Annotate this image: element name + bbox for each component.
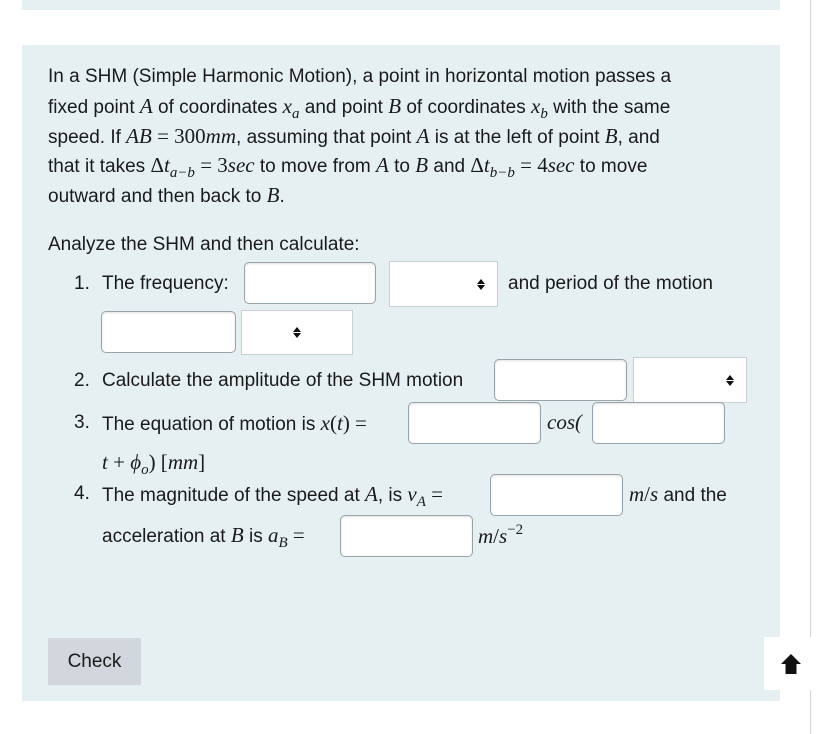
distance-value: 300 bbox=[174, 124, 206, 148]
unit-symbol: mm bbox=[205, 124, 237, 148]
subscript: b bbox=[540, 106, 548, 122]
problem-text: In a SHM (Simple Harmonic Motion), a point in horizontal motion passes a bbox=[48, 66, 672, 87]
check-button[interactable]: Check bbox=[48, 638, 141, 685]
previous-panel-edge bbox=[22, 0, 780, 10]
equals-sign: ) = bbox=[342, 411, 367, 435]
q4-number: 4. bbox=[74, 483, 90, 504]
subscript: o bbox=[141, 462, 149, 478]
equals-sign: = bbox=[287, 523, 305, 547]
paren: ) [ bbox=[148, 450, 168, 474]
select-arrows-icon bbox=[390, 262, 497, 306]
q1-tail: and period of the motion bbox=[508, 273, 713, 294]
equals-sign: = bbox=[425, 482, 443, 506]
unit-symbol: s bbox=[499, 524, 508, 548]
paren: ( bbox=[329, 411, 337, 435]
delta-symbol: Δ bbox=[150, 153, 164, 177]
point-b-symbol: B bbox=[604, 124, 618, 148]
q4-text: is bbox=[243, 526, 268, 547]
q4-text: acceleration at bbox=[102, 526, 231, 547]
problem-text: of coordinates bbox=[401, 97, 531, 118]
q2-label: Calculate the amplitude of the SHM motion bbox=[102, 370, 464, 391]
q3-text: The equation of motion is bbox=[102, 414, 321, 435]
coordinate-symbol: x bbox=[530, 94, 541, 118]
subscript: a−b bbox=[169, 165, 195, 181]
unit-symbol: sec bbox=[227, 153, 255, 177]
problem-text: that it takes bbox=[48, 156, 151, 177]
unit-symbol: m bbox=[629, 482, 645, 506]
q4-text: and the bbox=[658, 485, 727, 506]
cos-label: cos( bbox=[547, 410, 582, 434]
speed-input[interactable] bbox=[490, 474, 623, 516]
problem-text: , assuming that point bbox=[236, 127, 417, 148]
point-b-symbol: B bbox=[415, 153, 429, 177]
frequency-input[interactable] bbox=[244, 262, 376, 304]
time-symbol: t bbox=[102, 450, 108, 474]
subscript: b−b bbox=[489, 165, 515, 181]
select-arrows-icon bbox=[242, 311, 352, 354]
superscript: −2 bbox=[507, 522, 524, 538]
problem-text: speed. If bbox=[48, 127, 127, 148]
unit-symbol: mm bbox=[167, 450, 199, 474]
subscript: A bbox=[416, 494, 426, 510]
unit-symbol: m bbox=[478, 524, 494, 548]
q1-number: 1. bbox=[74, 273, 90, 294]
point-b-symbol: B bbox=[266, 183, 280, 207]
acceleration-input[interactable] bbox=[340, 515, 473, 557]
equation-omega-input[interactable] bbox=[592, 402, 725, 444]
subscript: a bbox=[291, 106, 300, 122]
position-symbol: x bbox=[320, 411, 330, 435]
unit-symbol: s bbox=[650, 482, 659, 506]
problem-text: , and bbox=[617, 127, 660, 148]
q3-number: 3. bbox=[74, 412, 90, 433]
period-unit-select[interactable] bbox=[241, 310, 353, 355]
speed-symbol: v bbox=[407, 482, 417, 506]
q1-label: The frequency: bbox=[102, 273, 229, 294]
amplitude-input[interactable] bbox=[494, 359, 627, 401]
page-divider bbox=[810, 0, 811, 734]
equals-sign: = bbox=[151, 124, 175, 148]
point-b-symbol: B bbox=[230, 523, 244, 547]
acceleration-unit bbox=[478, 522, 524, 550]
problem-text: is at the left of point bbox=[429, 127, 605, 148]
problem-text: to bbox=[388, 156, 416, 177]
q4-label bbox=[102, 483, 443, 508]
problem-text: and bbox=[428, 156, 471, 177]
scroll-to-top-button[interactable] bbox=[764, 637, 817, 690]
point-a-symbol: A bbox=[376, 153, 389, 177]
q4-line-2 bbox=[102, 524, 305, 549]
point-b-symbol: B bbox=[388, 94, 402, 118]
equals-sign: = bbox=[514, 153, 538, 177]
unit-symbol: sec bbox=[547, 153, 575, 177]
q2-number: 2. bbox=[74, 370, 90, 391]
problem-text: . bbox=[279, 186, 285, 207]
problem-line-2 bbox=[48, 95, 670, 120]
q4-text: , is bbox=[377, 485, 408, 506]
plus-sign: + bbox=[107, 450, 131, 474]
delta-symbol: Δ bbox=[470, 153, 484, 177]
frequency-unit-select[interactable] bbox=[389, 261, 498, 307]
problem-line-5 bbox=[48, 184, 285, 208]
subscript: B bbox=[278, 535, 288, 551]
problem-text: fixed point bbox=[48, 97, 140, 118]
time-symbol: t bbox=[163, 153, 170, 177]
analyze-heading: Analyze the SHM and then calculate: bbox=[48, 234, 360, 255]
problem-text: with the same bbox=[547, 97, 671, 118]
time-value: 3 bbox=[217, 153, 228, 177]
unit-slash: / bbox=[493, 524, 500, 548]
arrow-up-icon bbox=[778, 651, 804, 677]
equals-sign: = bbox=[194, 153, 218, 177]
problem-text: of coordinates bbox=[152, 97, 283, 118]
problem-line-1 bbox=[48, 66, 671, 88]
acceleration-symbol: a bbox=[267, 523, 279, 547]
point-a-symbol: A bbox=[139, 94, 153, 118]
bracket: ] bbox=[198, 450, 206, 474]
problem-text: and point bbox=[299, 97, 389, 118]
unit-slash: / bbox=[644, 482, 651, 506]
period-input[interactable] bbox=[101, 311, 236, 353]
q3-label bbox=[102, 412, 367, 436]
problem-text: to move bbox=[574, 156, 648, 177]
time-value: 4 bbox=[537, 153, 548, 177]
select-arrows-icon bbox=[634, 358, 746, 402]
problem-line-3 bbox=[48, 125, 660, 149]
time-symbol: t bbox=[483, 153, 490, 177]
time-symbol: t bbox=[336, 411, 343, 435]
amplitude-unit-select[interactable] bbox=[633, 357, 747, 403]
equation-amplitude-input[interactable] bbox=[408, 402, 541, 444]
problem-line-4 bbox=[48, 154, 647, 179]
segment-symbol: AB bbox=[126, 124, 152, 148]
point-a-symbol: A bbox=[416, 124, 430, 148]
problem-text: to move from bbox=[254, 156, 377, 177]
q4-text: The magnitude of the speed at bbox=[102, 485, 366, 506]
problem-text: outward and then back to bbox=[48, 186, 267, 207]
speed-unit bbox=[629, 483, 727, 507]
point-a-symbol: A bbox=[365, 482, 378, 506]
coordinate-symbol: x bbox=[282, 94, 292, 118]
phase-symbol: ϕ bbox=[130, 450, 142, 474]
q3-line-2 bbox=[102, 451, 205, 476]
